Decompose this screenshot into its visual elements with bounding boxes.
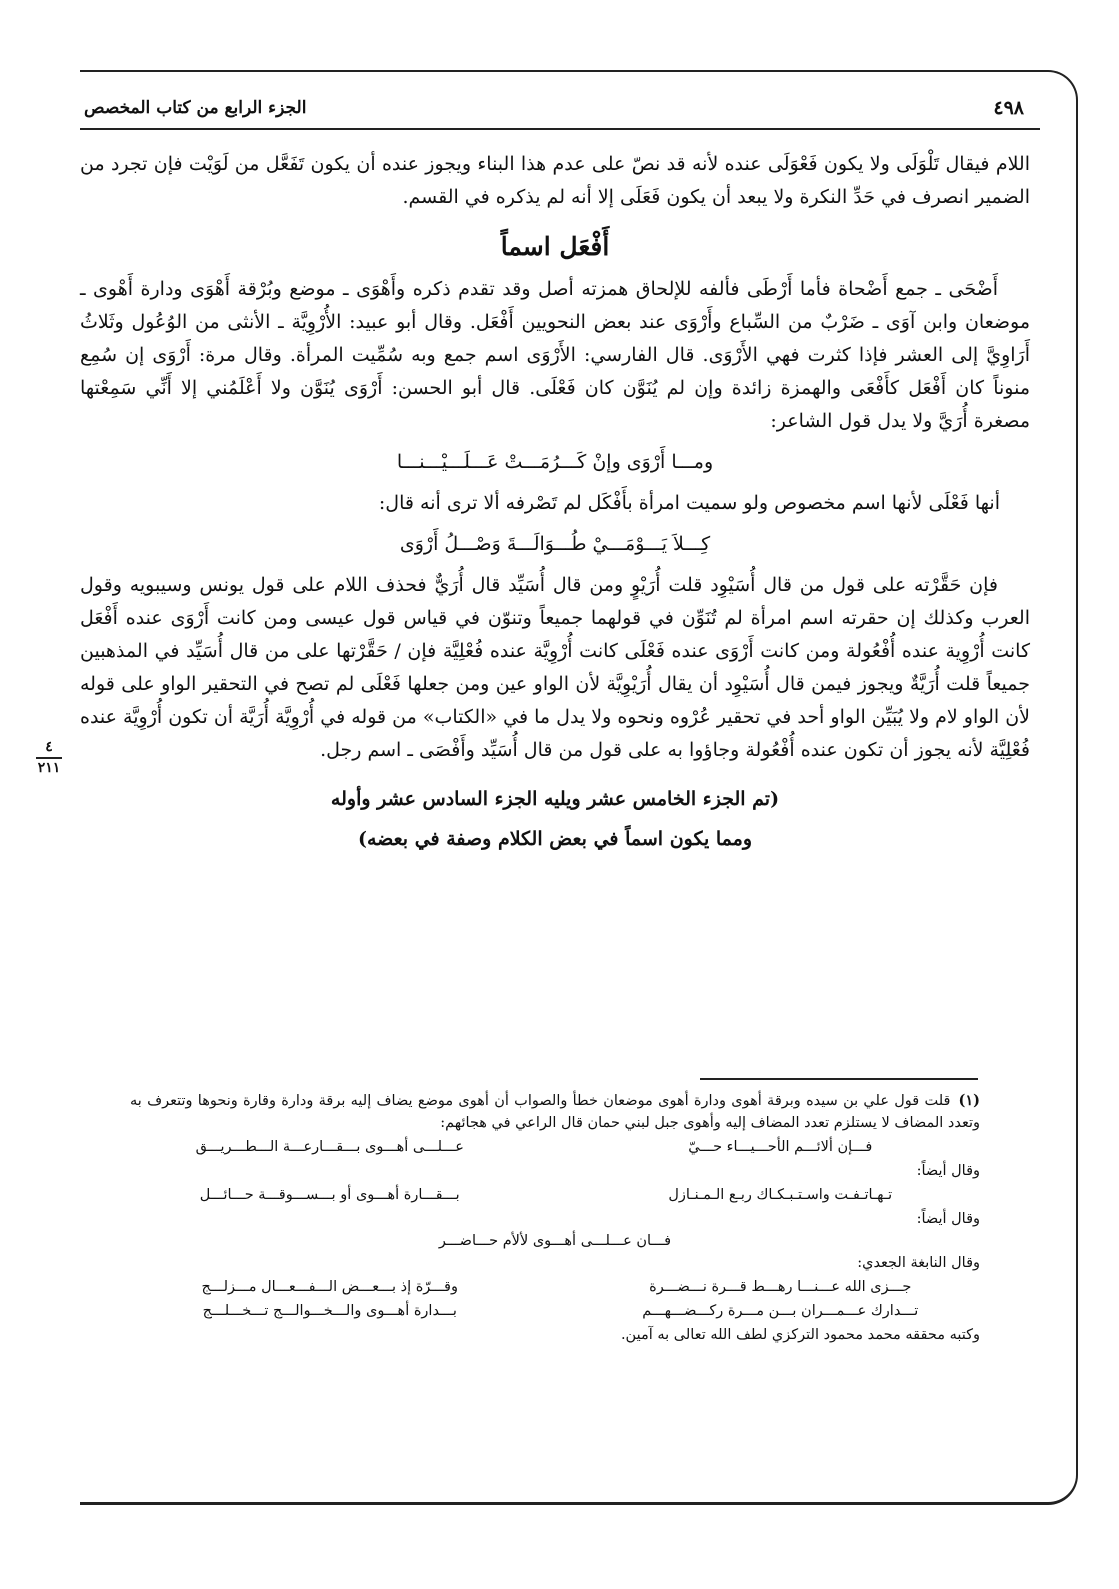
- hemistich: تـهـاتـفـت واسـتـبـكـاك ربـع الـمـنـازل: [668, 1187, 893, 1203]
- footnote-signature: وكتبه محققه محمد محمود التركزي لطف الله تعالى به آمين.: [620, 1327, 980, 1343]
- footnote-rule: [700, 1078, 978, 1080]
- hemistich: عـــلـــى أهـــوى بـــقـــارعـــة الـــطـــريـــق: [195, 1139, 464, 1155]
- paragraph-1: اللام فيقال تَلْوَلَى ولا يكون فَعْوَلَى عنده لأنه قد نصّ على عدم هذا البناء ويجوز عنده أن يكون تَفَعَّل من لَوَيْت فإن تجرد من الضمير انصرف في حَدِّ النكرة ولا يبعد أن يكون فَعَلَى إلا أنه لم يذكره في القسم.: [80, 153, 1030, 208]
- margin-ref-volume: ٤: [45, 739, 53, 755]
- margin-ref-page: ٢١١: [37, 760, 61, 776]
- hemistich: تـــدارك عـــمـــران بـــن مـــرة ركـــضـــهـــم: [642, 1303, 919, 1319]
- hemistich: بـــقـــارة أهـــوى أو بـــســـوقـــة حـــائـــل: [199, 1187, 460, 1203]
- page-number: ٤٩٨: [993, 97, 1024, 119]
- footnote-verse-row: [130, 1276, 980, 1298]
- hemistich: وقـــرّة إذ بـــعـــض الـــفـــعـــال مـــزلـــج: [201, 1279, 458, 1295]
- closing-note-2: ومما يكون اسماً في بعض الكلام وصفة في بعضه): [357, 828, 752, 850]
- paragraph-2: أَضْحَى ـ جمع أَضْحاة فأما أَرْطَى فألفه للإلحاق همزته أصل وقد تقدم ذكره وأَهْوَى ـ موضع وبُرْقة أَهْوَى ودارة أَهْوى ـ موضعان وابن آوَى ـ ضَرْبٌ من السِّباع وأَرْوَى عند بعض النحويين أَفْعَل. وقال أبو عبيد: الأُرْوِيَّة ـ الأنثى من الوُعُول وثَلاثُ أَرَاوِيَّ إلى العشر فإذا كثرت فهي الأَرْوَى. قال الفارسي: الأَرْوَى اسم جمع وبه سُمِّيت المرأة. وقال مرة: أَرْوَى إن سُمِع منوناً كان أَفْعَل كأَفْعَى والهمزة زائدة وإن لم يُنَوَّن كان فَعْلَى. قال أبو الحسن: أَرْوَى يُنَوَّن ولا أَعْلَمُني إلا أَنِّي سَمِعْتها مصغرة أُرَيَّ ولا يدل قول الشاعر:: [80, 278, 1030, 432]
- paragraph-4: فإن حَقَّرْته على قول من قال أُسَيْوِد قلت أُرَيْوٍ ومن قال أُسَيِّد قال أُرَيٌّ فحذف اللام على قول يونس وسيبويه وقول العرب وكذلك إن حقرته اسم امرأة لم تُنَوِّن في قولهما جميعاً وتنوّن في قياس قول عيسى ومن كانت أَرْوَى عنده أَفْعَل كانت أُرْوِية عنده أُفْعُولة ومن كانت أَرْوَى عنده فَعْلَى كانت أُرْوِيَّة عنده فُعْلِيَّة فإن / حَقَّرْتها على من قال أُسَيِّد في المذهبين جميعاً قلت أُرَيَّةٌ ويجوز فيمن قال أُسَيْوِد أن يقال أُرَيْوِيَّة لأن الواو عين ومن جعلها فَعْلَى لم تصح في التحقير الواو على قوله لأن الواو لام ولا يُبَيِّن الواو أحد في تحقير عُرْوه ونحوه ولا يدل ما في «الكتاب» من قوله في أُرْوِيَّة أُرَيَّة أن تكون أُرْوِيَّة عنده فُعْلِيَّة لأنه يجوز أن تكون عنده أُفْعُولة وجاؤوا به على قول من قال أُسَيِّد وأَفْصَى ـ اسم رجل.: [80, 574, 1030, 761]
- verse-1: ومـــا أَرْوَى وإنْ كَـــرُمَـــتْ عَـــلَـــيْـــنـــا: [396, 451, 714, 473]
- footnote-text: [130, 1090, 980, 1134]
- verse-2: كِـــلاَ يَـــوْمَـــيْ طُـــوَالَـــةَ وَصْـــلُ أَرْوَى: [399, 533, 711, 555]
- hemistich: فـــإن ألائـــم الأحـــيـــاء حـــيّ: [688, 1139, 873, 1155]
- main-text: [80, 148, 1030, 859]
- footnote-number: (١): [958, 1092, 980, 1109]
- footnote: [130, 1090, 980, 1346]
- footnote-body: قلت قول علي بن سيده وبرقة أهوى ودارة أهوى موضعان خطأ والصواب أن أهوى موضع يضاف إليه برقة ودارة وقارة ونحوها وتتعرف به وتعدد المضاف لا يستلزم تعدد المضاف إليه وأهوى جبل لبني حمان قال الراعي في هجائهم:: [130, 1093, 980, 1131]
- footnote-also-said: وقال أيضاً:: [916, 1163, 980, 1179]
- margin-page-reference: [32, 740, 66, 776]
- section-heading: أَفْعَل اسماً: [500, 232, 610, 261]
- paragraph-3: أنها فَعْلَى لأنها اسم مخصوص ولو سميت امرأة بأَفْكَل لم تَصْرفه ألا ترى أنه قال:: [378, 492, 1000, 514]
- hemistich: جـــزى الله عـــنـــا رهـــط قـــرة نـــضـــرة: [649, 1279, 912, 1295]
- footnote-verse-row: [130, 1136, 980, 1158]
- hemistich: بـــدارة أهـــوى والـــخـــوالـــج تـــخـــلـــج: [202, 1303, 457, 1319]
- footnote-verse-row: [130, 1184, 980, 1206]
- running-header: [80, 88, 1040, 130]
- running-title: الجزء الرابع من كتاب المخصص: [84, 98, 307, 118]
- footnote-also-said: وقال أيضاً:: [916, 1211, 980, 1227]
- margin-ref-divider: [36, 757, 62, 759]
- closing-note-1: (تم الجزء الخامس عشر ويليه الجزء السادس عشر وأوله: [330, 788, 780, 810]
- footnote-verse-row: [130, 1300, 980, 1322]
- footnote-verse-single: فـــان عـــلـــى أهـــوى لألأم حـــاضـــر: [438, 1233, 672, 1249]
- footnote-nabigha-intro: وقال النابغة الجعدي:: [857, 1255, 980, 1271]
